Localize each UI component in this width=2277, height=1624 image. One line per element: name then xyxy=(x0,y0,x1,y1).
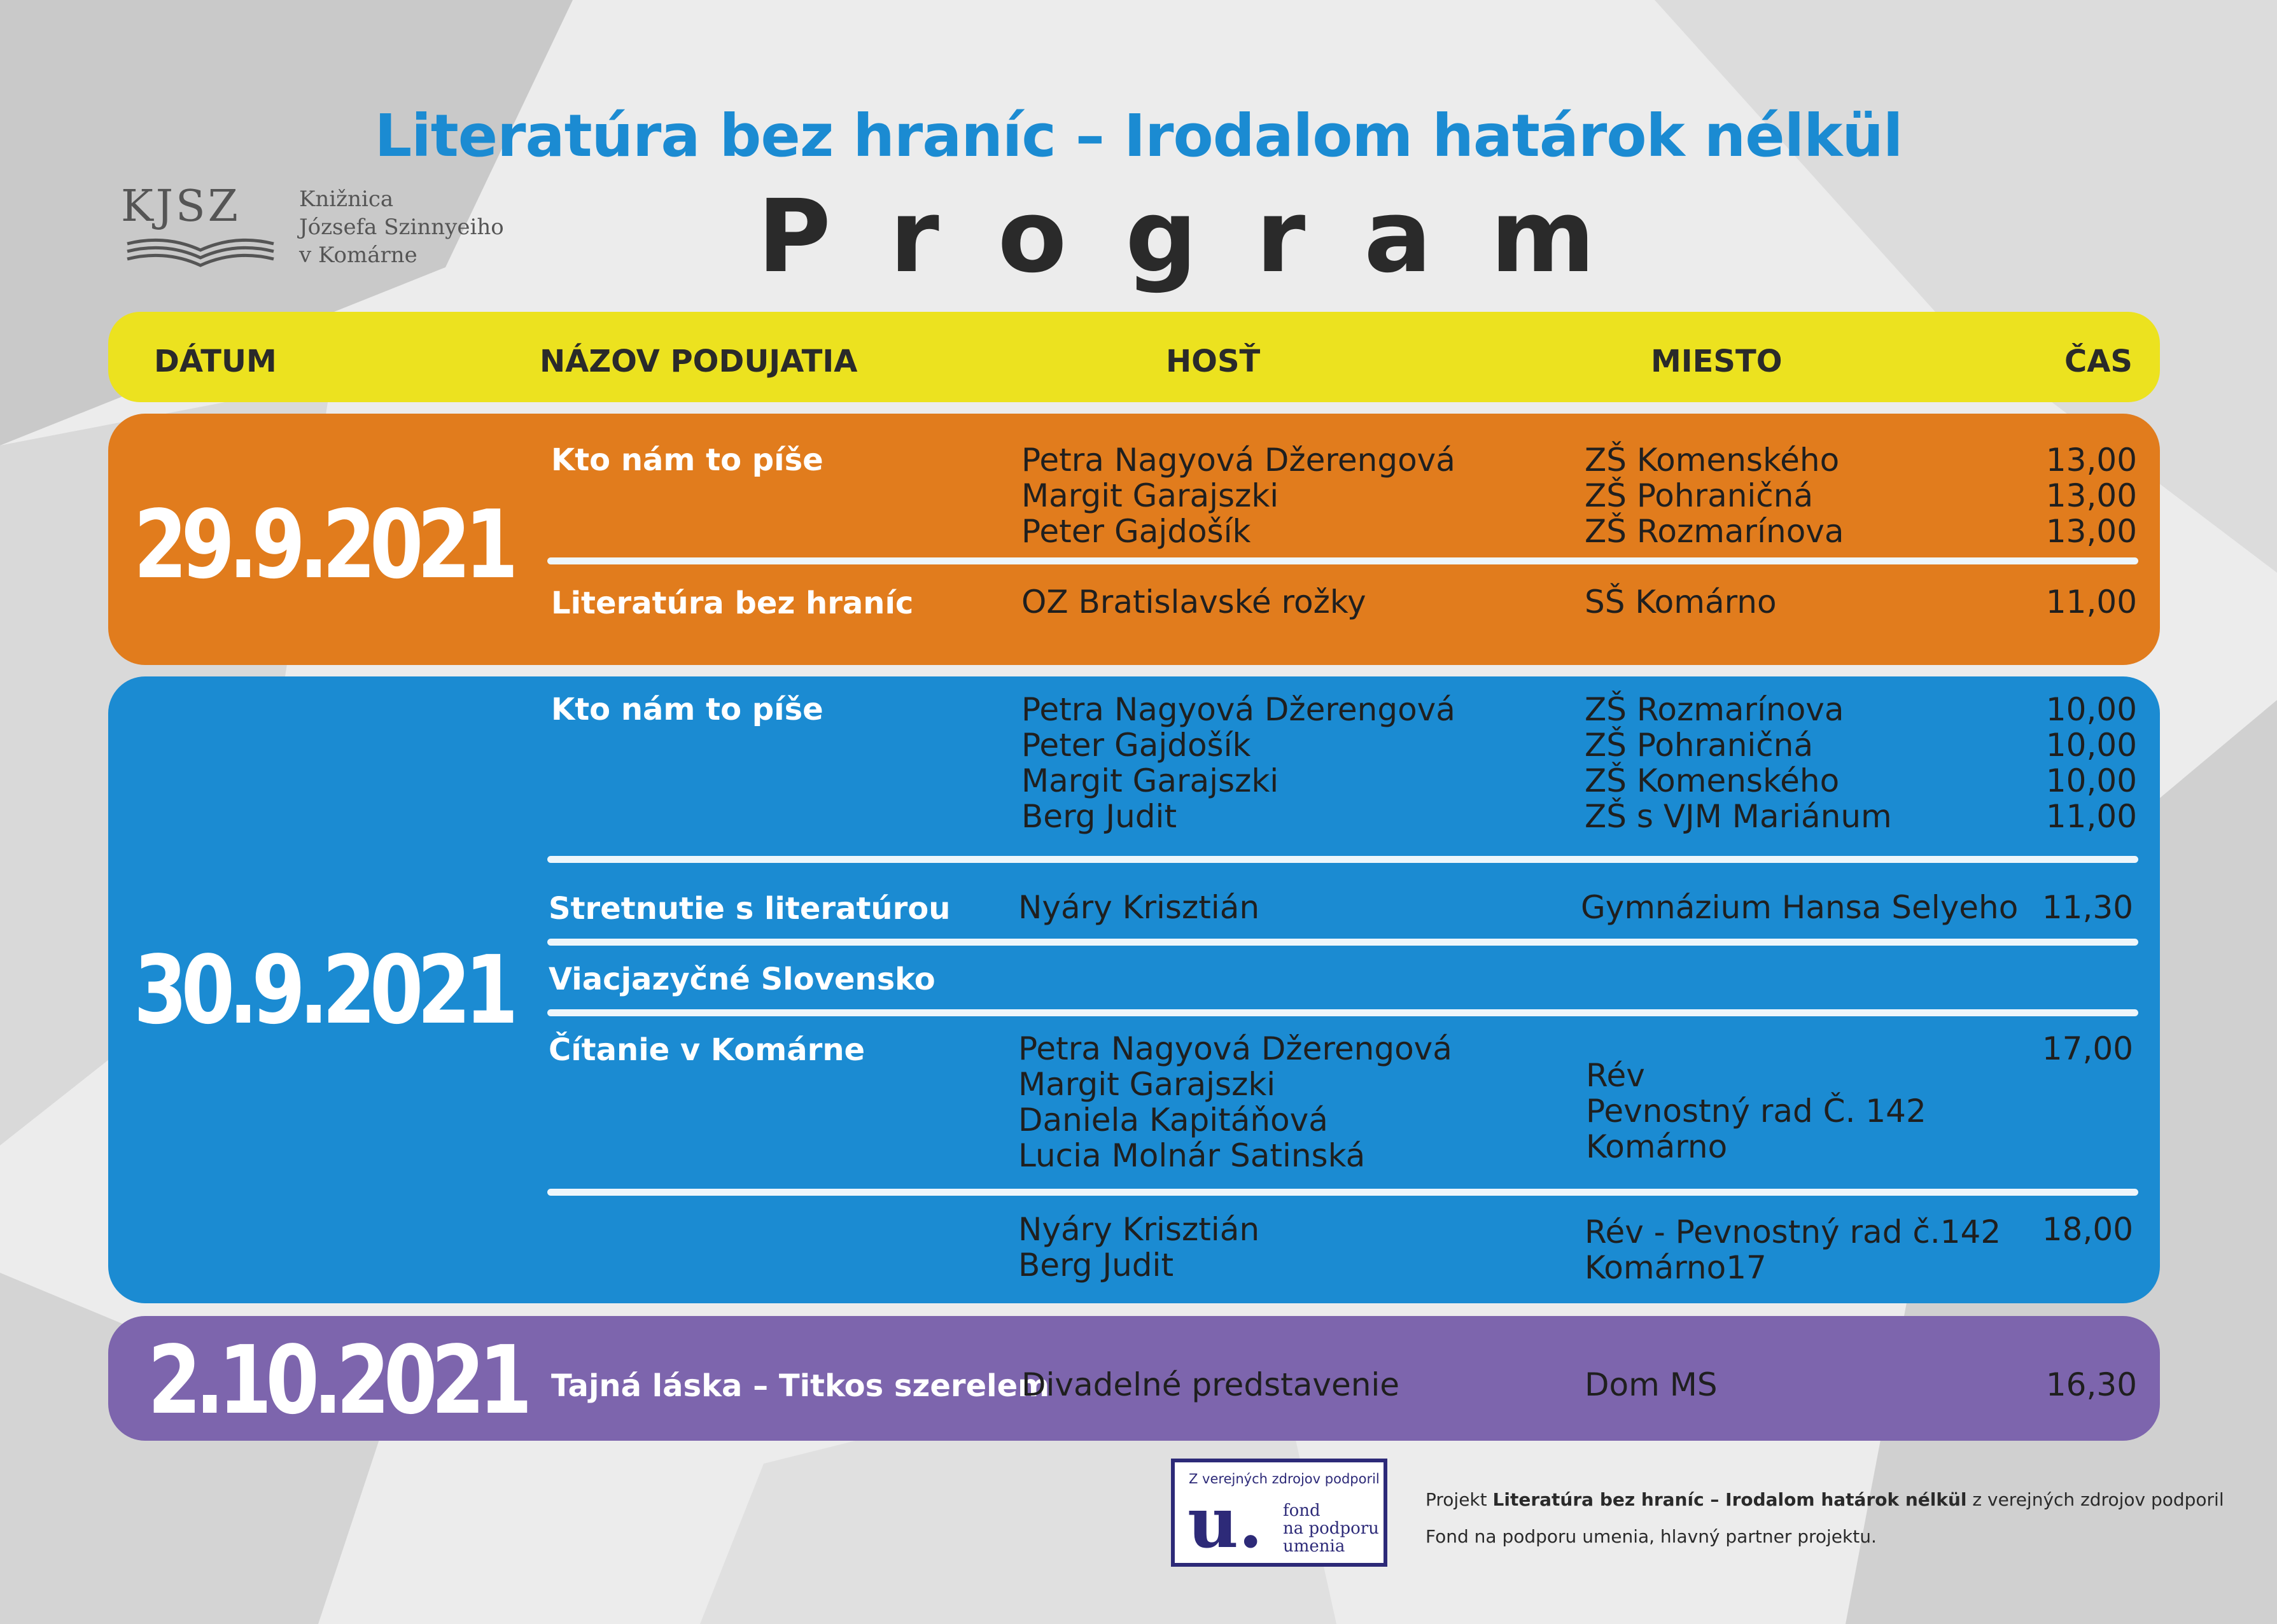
header-event: NÁZOV PODUJATIA xyxy=(540,344,858,379)
event-time: 10,00 xyxy=(2045,762,2137,799)
event-name: Viacjazyčné Slovensko xyxy=(549,962,935,997)
event-time: 11,00 xyxy=(2045,798,2137,835)
event-title: Literatúra bez hraníc – Irodalom határok nélkül xyxy=(374,102,1903,170)
event-time: 10,00 xyxy=(2045,691,2137,728)
fund-name-2: na podporu xyxy=(1283,1519,1379,1538)
day-date: 2.10.2021 xyxy=(148,1326,526,1435)
event-time: 18,00 xyxy=(2042,1211,2133,1248)
event-time: 16,30 xyxy=(2045,1366,2137,1403)
place-name: ZŠ s VJM Mariánum xyxy=(1585,798,1892,835)
event-time: 11,00 xyxy=(2045,584,2137,620)
logo-line-3: v Komárne xyxy=(299,242,417,268)
header-place: MIESTO xyxy=(1651,344,1783,379)
event-name: Literatúra bez hraníc xyxy=(551,585,914,621)
row-divider xyxy=(547,1009,2138,1016)
event-time: 13,00 xyxy=(2045,442,2137,479)
header-time: ČAS xyxy=(2064,344,2133,379)
event-name: Stretnutie s literatúrou xyxy=(549,891,951,927)
guest-name: Peter Gajdošík xyxy=(1021,727,1251,764)
place-name: SŠ Komárno xyxy=(1585,584,1777,620)
guest-name: Nyáry Krisztián xyxy=(1018,889,1260,926)
place-name: Rév - Pevnostný rad č.142 xyxy=(1585,1214,2001,1250)
fund-logo xyxy=(1171,1459,1387,1567)
footnote-bold: Literatúra bez hraníc – Irodalom határok nélkül xyxy=(1492,1489,1967,1510)
event-time: 11,30 xyxy=(2042,889,2133,926)
footnote-pre: Projekt xyxy=(1426,1489,1493,1510)
place-name: ZŠ Pohraničná xyxy=(1585,727,1814,764)
guest-name: Berg Judit xyxy=(1021,798,1177,835)
fund-letter: u. xyxy=(1188,1481,1263,1564)
footnote-line-2: Fond na podporu umenia, hlavný partner projektu. xyxy=(1426,1526,1877,1547)
event-name: Kto nám to píše xyxy=(551,692,823,727)
row-divider xyxy=(547,557,2138,564)
footnote xyxy=(1426,1481,2224,1555)
table-header-bar xyxy=(108,312,2160,402)
guest-name: Berg Judit xyxy=(1018,1247,1174,1284)
place-name: ZŠ Pohraničná xyxy=(1585,477,1814,514)
fund-name-1: fond xyxy=(1283,1501,1321,1520)
place-name: Gymnázium Hansa Selyeho xyxy=(1581,889,2019,926)
footnote-line-1 xyxy=(1426,1481,2224,1518)
event-name: Čítanie v Komárne xyxy=(549,1032,865,1068)
place-name: Rév xyxy=(1586,1057,1645,1094)
guest-name: Divadelné predstavenie xyxy=(1021,1366,1400,1403)
row-divider xyxy=(547,939,2138,946)
guest-name: Daniela Kapitáňová xyxy=(1018,1102,1328,1138)
guest-name: Peter Gajdošík xyxy=(1021,513,1251,550)
event-time: 13,00 xyxy=(2045,513,2137,550)
guest-name: Margit Garajszki xyxy=(1021,762,1279,799)
guest-name: Nyáry Krisztián xyxy=(1018,1211,1260,1248)
logo-line-2: Józsefa Szinnyeiho xyxy=(299,214,504,240)
library-logo xyxy=(121,181,528,283)
header-guest: HOSŤ xyxy=(1166,344,1261,379)
place-name: ZŠ Komenského xyxy=(1585,762,1840,799)
guest-name: Petra Nagyová Džerengová xyxy=(1018,1030,1452,1067)
logo-line-1: Knižnica xyxy=(299,186,394,212)
place-name: ZŠ Komenského xyxy=(1585,442,1840,479)
place-name: ZŠ Rozmarínova xyxy=(1585,513,1844,550)
event-time: 17,00 xyxy=(2042,1030,2133,1067)
place-name: ZŠ Rozmarínova xyxy=(1585,691,1844,728)
guest-name: Petra Nagyová Džerengová xyxy=(1021,442,1455,479)
logo-abbreviation: KJSZ xyxy=(121,181,241,232)
fund-name-3: umenia xyxy=(1283,1537,1345,1556)
day-date: 29.9.2021 xyxy=(134,490,512,599)
program-heading: Program xyxy=(757,178,1654,295)
header-date: DÁTUM xyxy=(154,344,277,379)
guest-name: Margit Garajszki xyxy=(1018,1066,1276,1103)
guest-name: Margit Garajszki xyxy=(1021,477,1279,514)
fund-tagline: Z verejných zdrojov podporil xyxy=(1189,1471,1380,1487)
guest-name: Petra Nagyová Džerengová xyxy=(1021,691,1455,728)
row-divider xyxy=(547,1189,2138,1196)
open-book-icon xyxy=(121,231,280,269)
place-name: Komárno xyxy=(1586,1128,1728,1165)
guest-name: Lucia Molnár Satinská xyxy=(1018,1137,1366,1174)
place-name: Pevnostný rad Č. 142 xyxy=(1586,1093,1926,1130)
guest-name: OZ Bratislavské rožky xyxy=(1021,584,1366,620)
event-name: Tajná láska – Titkos szerelem xyxy=(551,1368,1050,1404)
event-time: 13,00 xyxy=(2045,477,2137,514)
place-name: Komárno17 xyxy=(1585,1249,1767,1286)
event-name: Kto nám to píše xyxy=(551,442,823,478)
row-divider xyxy=(547,856,2138,863)
footnote-post: z verejných zdrojov podporil xyxy=(1966,1489,2224,1510)
event-time: 10,00 xyxy=(2045,727,2137,764)
day-date: 30.9.2021 xyxy=(134,935,512,1045)
place-name: Dom MS xyxy=(1585,1366,1718,1403)
